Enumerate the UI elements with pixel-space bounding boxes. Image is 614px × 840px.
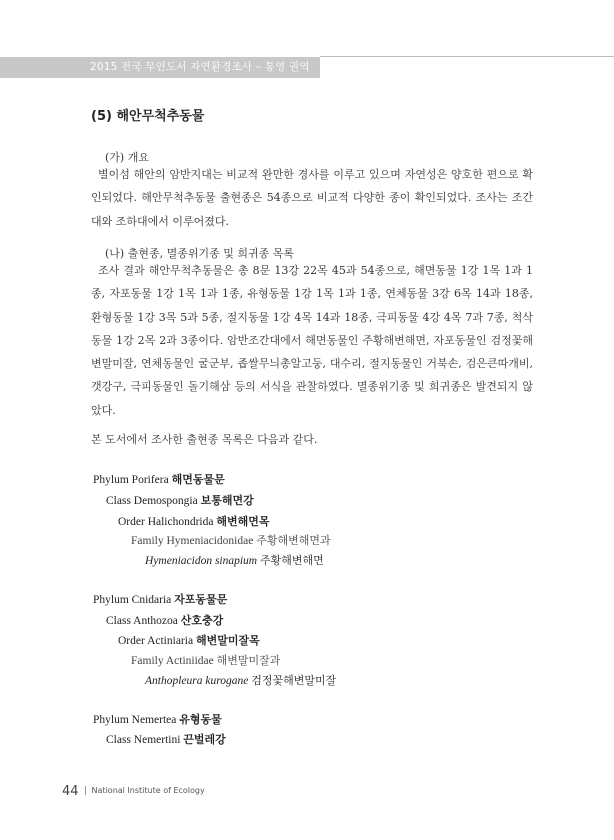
taxon-family: Family Hymeniacidonidae 주황해변해면과 bbox=[131, 534, 331, 547]
institute-name: National Institute of Ecology bbox=[91, 786, 205, 795]
taxon-class: Class Demospongia 보통해면강 bbox=[106, 494, 254, 507]
running-title: 2015 전국 무인도서 자연환경조사 – 통영 권역 bbox=[90, 61, 310, 73]
taxon-species: Anthopleura kurogane 검정꽃해변말미잘 bbox=[145, 674, 337, 687]
running-header bbox=[0, 57, 320, 78]
section-title: (5) 해안무척추동물 bbox=[91, 109, 205, 124]
taxon-species: Hymeniacidon sinapium 주황해변해면 bbox=[145, 554, 324, 567]
species-summary-paragraph: 조사 결과 해안무척추동물은 총 8문 13강 22목 45과 54종으로, 해면동물 1강 1목 1과 1종, 자포동물 1강 1목 1과 1종, 유형동물 1강 1목 1과 1종, 연체동물 3강 6목 14과 18종, 환형동물 1강 3목 5과 5종, 절지동물 1강 4목 14과 18종, 극피동물 4강 4목 7과 7종, 척삭동물 1강 2목 2과 3종이다. 암반조간대에서 해면동물인 주황해변해면, 자포동물인 검정꽃해변말미잘, 연체동물인 굴군부, 좁쌀무늬총알고둥, 대수리, 절지동물인 거북손, 검은큰따개비, 갯강구, 극피동물인 돌기해삼 등의 서식을 관찰하였다. 멸종위기종 및 희귀종은 발견되지 않았다. bbox=[91, 264, 534, 417]
header-rule bbox=[320, 56, 614, 57]
subsection-heading-overview: (가) 개요 bbox=[105, 151, 149, 164]
taxon-family: Family Actiniidae 해변말미잘과 bbox=[131, 654, 281, 667]
taxon-class: Class Nemertini 끈벌레강 bbox=[106, 733, 226, 746]
taxon-phylum: Phylum Nemertea 유형동물 bbox=[93, 713, 222, 726]
list-intro: 본 도서에서 조사한 출현종 목록은 다음과 같다. bbox=[91, 433, 318, 446]
overview-paragraph: 별이섬 해안의 암반지대는 비교적 완만한 경사를 이루고 있으며 자연성은 양호한 편으로 확인되었다. 해안무척추동물 출현종은 54종으로 비교적 다양한 종이 확인되었다. 조사는 조간대와 조하대에서 이루어졌다. bbox=[91, 168, 533, 228]
taxon-order: Order Actiniaria 해변말미잘목 bbox=[118, 634, 260, 647]
taxon-order: Order Halichondrida 해변해면목 bbox=[118, 515, 270, 528]
page-footer bbox=[62, 780, 205, 799]
subsection-heading-species-list: (나) 출현종, 멸종위기종 및 희귀종 목록 bbox=[105, 247, 294, 260]
taxon-phylum: Phylum Porifera 해면동물문 bbox=[93, 473, 225, 486]
page-number: 44 bbox=[62, 784, 79, 799]
taxon-class: Class Anthozoa 산호충강 bbox=[106, 614, 224, 627]
footer-divider bbox=[85, 786, 86, 795]
taxon-phylum: Phylum Cnidaria 자포동물문 bbox=[93, 593, 228, 606]
